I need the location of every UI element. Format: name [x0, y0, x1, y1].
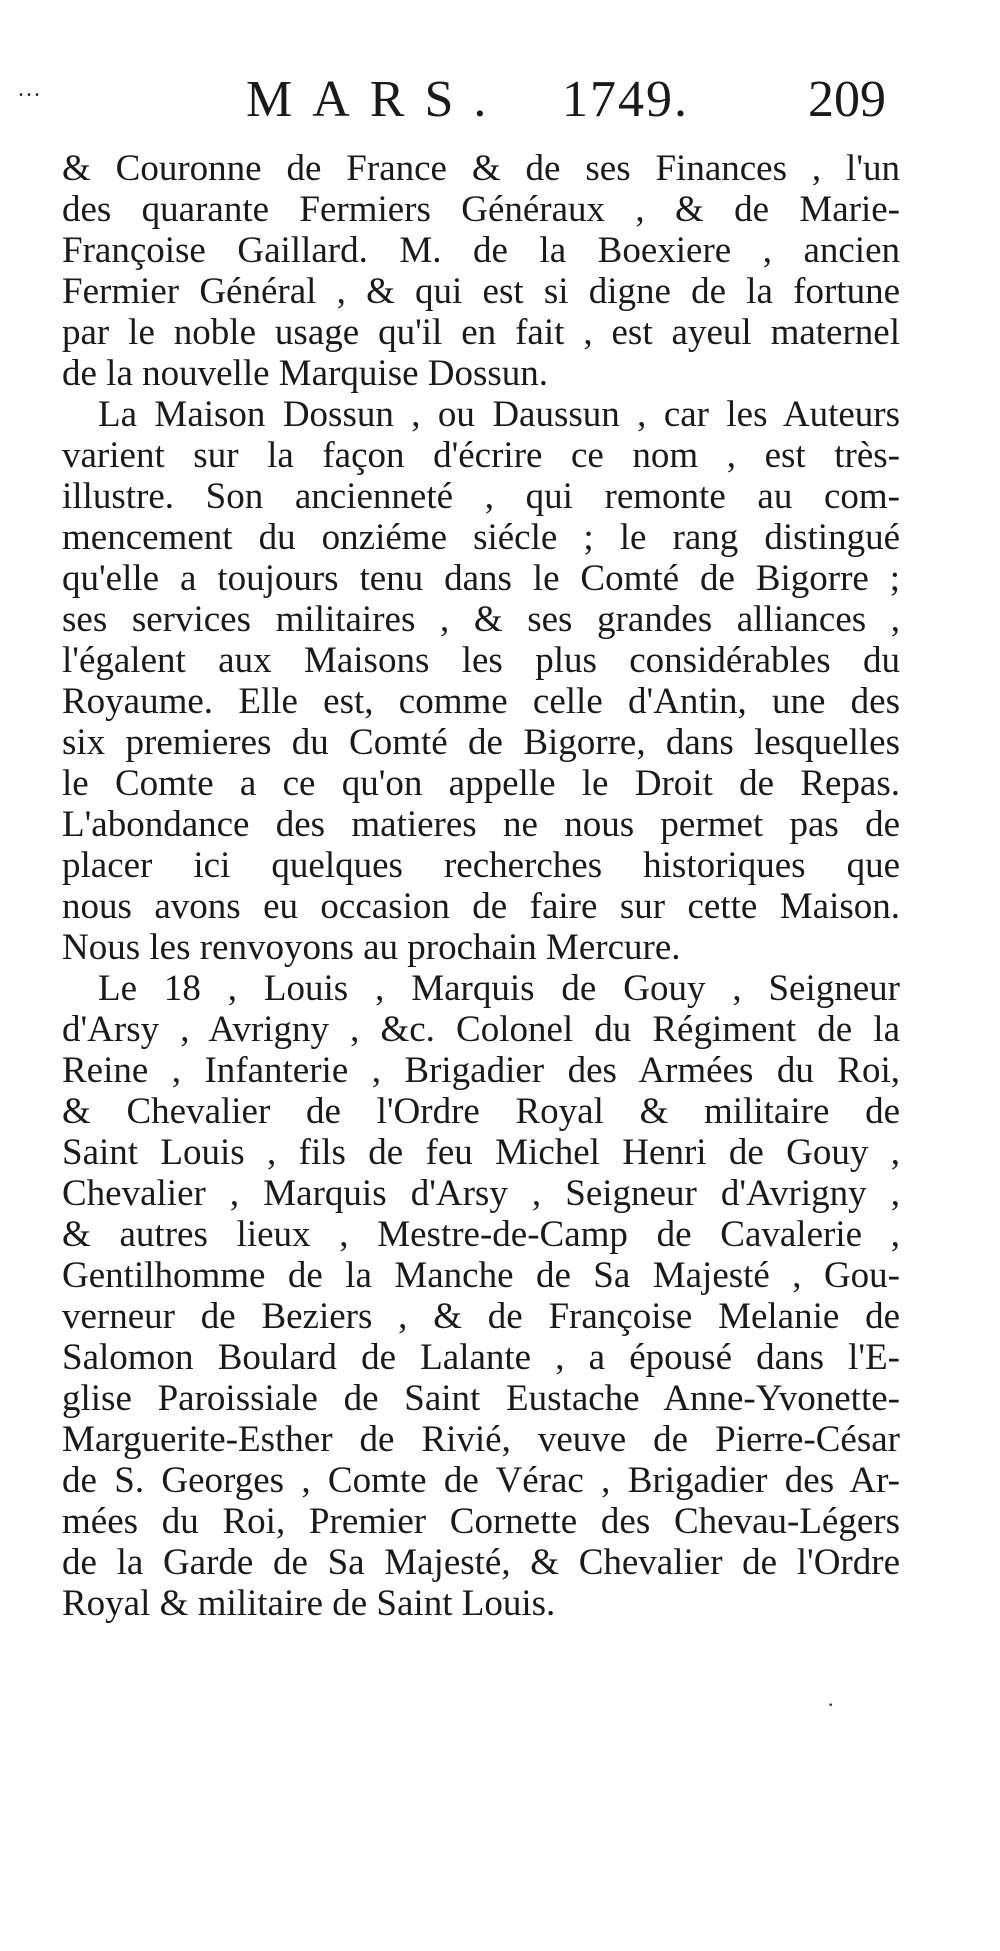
text-line: L'abondance des matieres ne nous permet pas de	[62, 804, 900, 845]
text-line: varient sur la façon d'écrire ce nom , est très-	[62, 435, 900, 476]
text-line: de la Garde de Sa Majesté, & Chevalier de l'Ordre	[62, 1542, 900, 1583]
text-line: Fermier Général , & qui est si digne de la fortune	[62, 271, 900, 312]
text-line: placer ici quelques recherches historiques que	[62, 845, 900, 886]
text-line: Le 18 , Louis , Marquis de Gouy , Seigneur	[98, 968, 900, 1009]
text-line: par le noble usage qu'il en fait , est ayeul maternel	[62, 312, 900, 353]
text-line: qu'elle a toujours tenu dans le Comté de Bigorre ;	[62, 558, 900, 599]
text-line: Royal & militaire de Saint Louis.	[62, 1583, 556, 1624]
text-line: & autres lieux , Mestre-de-Camp de Cavalerie ,	[62, 1214, 900, 1255]
text-line: & Couronne de France & de ses Finances , l'un	[62, 148, 900, 189]
text-line: l'égalent aux Maisons les plus considérables du	[62, 640, 900, 681]
text-line: mées du Roi, Premier Cornette des Chevau-Légers	[62, 1501, 900, 1542]
text-line: des quarante Fermiers Généraux , & de Marie-	[62, 189, 900, 230]
text-line: nous avons eu occasion de faire sur cette Maison.	[62, 886, 900, 927]
text-line: Reine , Infanterie , Brigadier des Armées du Roi,	[62, 1050, 900, 1091]
text-line: Salomon Boulard de Lalante , a épousé dans l'E-	[62, 1337, 900, 1378]
paragraph	[62, 394, 900, 968]
header-month: MARS.	[246, 71, 507, 128]
header-year: 1749.	[562, 71, 689, 128]
paragraph	[62, 148, 900, 394]
text-line: de S. Georges , Comte de Vérac , Brigadier des Ar-	[62, 1460, 900, 1501]
text-line: & Chevalier de l'Ordre Royal & militaire de	[62, 1091, 900, 1132]
text-line: Nous les renvoyons au prochain Mercure.	[62, 927, 681, 968]
text-line: Gentilhomme de la Manche de Sa Majesté , Gou-	[62, 1255, 900, 1296]
text-line: La Maison Dossun , ou Daussun , car les Auteurs	[98, 394, 900, 435]
text-line: mencement du onziéme siécle ; le rang distingué	[62, 517, 900, 558]
paragraph	[62, 968, 900, 1624]
text-line: d'Arsy , Avrigny , &c. Colonel du Régiment de la	[62, 1009, 900, 1050]
text-line: six premieres du Comté de Bigorre, dans lesquelles	[62, 722, 900, 763]
text-line: Chevalier , Marquis d'Arsy , Seigneur d'Avrigny ,	[62, 1173, 900, 1214]
running-head	[246, 70, 886, 130]
end-mark: .	[828, 1686, 834, 1711]
text-line: Saint Louis , fils de feu Michel Henri de Gouy ,	[62, 1132, 900, 1173]
text-line: illustre. Son ancienneté , qui remonte au com-	[62, 476, 900, 517]
text-line: verneur de Beziers , & de Françoise Melanie de	[62, 1296, 900, 1337]
body-text	[62, 148, 900, 1624]
text-line: Royaume. Elle est, comme celle d'Antin, une des	[62, 681, 900, 722]
page-number: 209	[808, 71, 886, 128]
text-line: Marguerite-Esther de Rivié, veuve de Pierre-César	[62, 1419, 900, 1460]
text-line: ses services militaires , & ses grandes alliances ,	[62, 599, 900, 640]
margin-mark: ...	[18, 76, 42, 102]
text-line: Françoise Gaillard. M. de la Boexiere , ancien	[62, 230, 900, 271]
text-line: le Comte a ce qu'on appelle le Droit de Repas.	[62, 763, 900, 804]
text-line: glise Paroissiale de Saint Eustache Anne-Yvonette-	[62, 1378, 900, 1419]
text-line: de la nouvelle Marquise Dossun.	[62, 353, 549, 394]
